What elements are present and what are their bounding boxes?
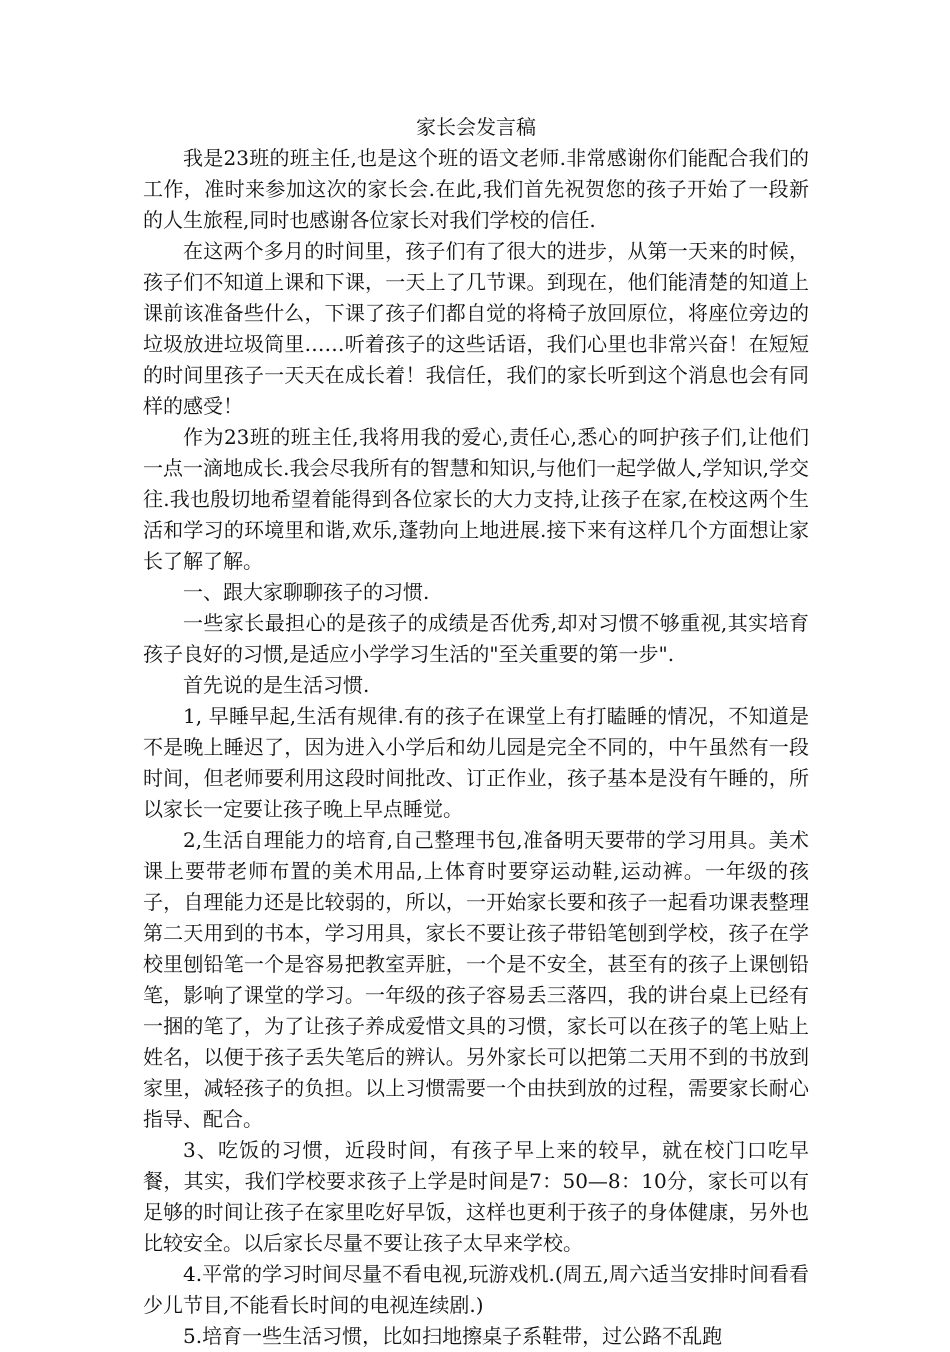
list-item-self-care: 2,生活自理能力的培育,自己整理书包,准备明天要带的学习用具。美术课上要带老师布置的美术用品,上体育时要穿运动鞋,运动裤。一年级的孩子，自理能力还是比较弱的，所以，一开始家长要和孩子一起看功课表整理第二天用到的书本，学习用具，家长不要让孩子带铅笔刨到学校，孩子在学校里刨铅笔一个是容易把教室弄脏，一个是不安全，甚至有的孩子上课刨铅笔，影响了课堂的学习。一年级的孩子容易丢三落四，我的讲台桌上已经有一捆的笔了，为了让孩子养成爱惜文具的习惯，家长可以在孩子的笔上贴上姓名，以便于孩子丢失笔后的辨认。另外家长可以把第二天用不到的书放到家里，减轻孩子的负担。以上习惯需要一个由扶到放的过程，需要家长耐心指导、配合。 <box>143 828 809 1131</box>
list-item-eating: 3、吃饭的习惯，近段时间，有孩子早上来的较早，就在校门口吃早餐，其实，我们学校要求孩子上学是时间是7：50—8：10分，家长可以有足够的时间让孩子在家里吃好早饭，这样也更利于孩子的身体健康，另外也比较安全。以后家长尽量不要让孩子太早来学校。 <box>143 1138 809 1255</box>
document-body <box>143 112 809 1352</box>
paragraph-life-habits: 首先说的是生活习惯. <box>183 673 370 697</box>
paragraph-habits-importance: 一些家长最担心的是孩子的成绩是否优秀,却对习惯不够重视,其实培育孩子良好的习惯,是适应小学学习生活的"至关重要的第一步". <box>143 611 809 666</box>
paragraph-progress: 在这两个多月的时间里，孩子们有了很大的进步，从第一天来的时候，孩子们不知道上课和下课，一天上了几节课。到现在，他们能清楚的知道上课前该准备些什么，下课了孩子们都自觉的将椅子放回原位，将座位旁边的垃圾放进垃圾筒里……听着孩子的这些话语，我们心里也非常兴奋！在短短的时间里孩子一天天在成长着！我信任，我们的家长听到这个消息也会有同样的感受！ <box>143 239 809 418</box>
document-title: 家长会发言稿 <box>416 115 536 139</box>
list-item-tv: 4.平常的学习时间尽量不看电视,玩游戏机.(周五,周六适当安排时间看看少儿节目,不能看长时间的电视连续剧.) <box>143 1262 809 1317</box>
list-item-life-skills: 5.培育一些生活习惯，比如扫地擦桌子系鞋带，过公路不乱跑 <box>183 1324 723 1348</box>
paragraph-intro: 我是23班的班主任,也是这个班的语文老师.非常感谢你们能配合我们的工作，准时来参加这次的家长会.在此,我们首先祝贺您的孩子开始了一段新的人生旅程,同时也感谢各位家长对我们学校的信任. <box>143 146 809 232</box>
section-heading-habits: 一、跟大家聊聊孩子的习惯. <box>183 580 430 604</box>
paragraph-commitment: 作为23班的班主任,我将用我的爱心,责任心,悉心的呵护孩子们,让他们一点一滴地成长.我会尽我所有的智慧和知识,与他们一起学做人,学知识,学交往.我也殷切地希望着能得到各位家长的大力支持,让孩子在家,在校这两个生活和学习的环境里和谐,欢乐,蓬勃向上地进展.接下来有这样几个方面想让家长了解了解。 <box>143 425 809 573</box>
list-item-sleep: 1, 早睡早起,生活有规律.有的孩子在课堂上有打瞌睡的情况，不知道是不是晚上睡迟了，因为进入小学后和幼儿园是完全不同的，中午虽然有一段时间，但老师要利用这段时间批改、订正作业，孩子基本是没有午睡的，所以家长一定要让孩子晚上早点睡觉。 <box>143 704 809 821</box>
